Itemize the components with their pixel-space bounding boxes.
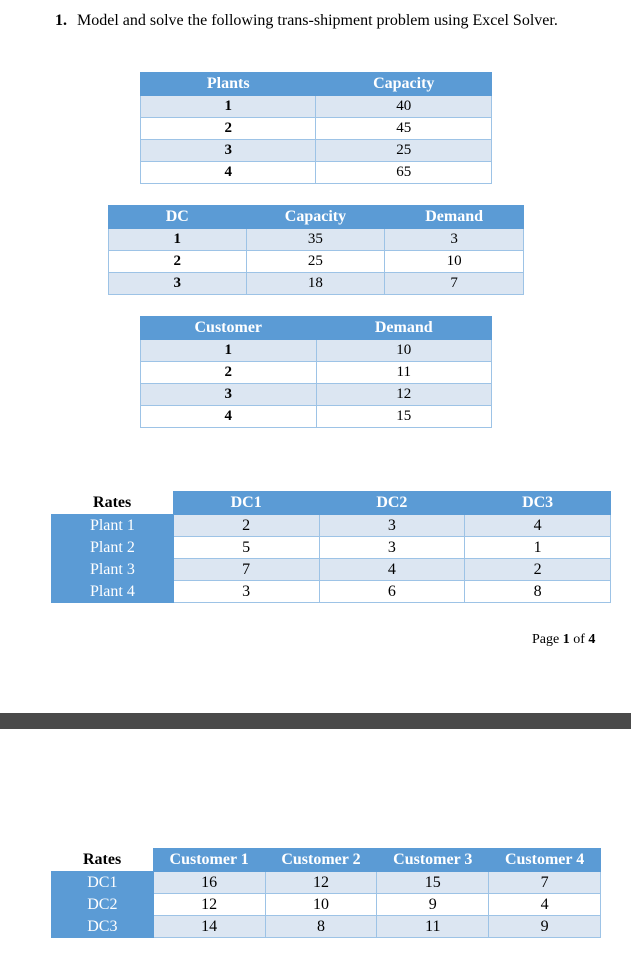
customer-id: 4 <box>141 406 317 428</box>
plant-capacity: 40 <box>316 96 492 118</box>
rate-cell: 9 <box>489 916 601 938</box>
table-row <box>52 872 601 894</box>
dc-id: 2 <box>109 251 247 273</box>
dc-rates-header-row <box>52 849 601 872</box>
rate-cell: 16 <box>153 872 265 894</box>
dc-id: 3 <box>109 273 247 295</box>
customer-id: 1 <box>141 340 317 362</box>
page-break <box>0 713 631 729</box>
rate-cell: 8 <box>465 581 611 603</box>
rate-cell: 5 <box>173 537 319 559</box>
dc-id: 1 <box>109 229 247 251</box>
table-row <box>52 559 611 581</box>
table-row <box>52 894 601 916</box>
customer-header: Customer <box>141 317 317 340</box>
customer-table <box>140 316 492 428</box>
table-row <box>109 251 524 273</box>
table-row <box>141 118 492 140</box>
plants-header: Plants <box>141 73 316 96</box>
table-row <box>52 916 601 938</box>
plant-rates-corner: Rates <box>52 492 174 515</box>
rate-cell: 11 <box>377 916 489 938</box>
page-total: 4 <box>588 632 596 647</box>
table-row <box>52 581 611 603</box>
page-current: 1 <box>562 632 570 647</box>
table-row <box>141 140 492 162</box>
plant-rates-header-row <box>52 492 611 515</box>
rate-cell: 9 <box>377 894 489 916</box>
table-row <box>141 406 492 428</box>
rate-cell: 2 <box>173 515 319 537</box>
plant-capacity: 45 <box>316 118 492 140</box>
dc-rates-table <box>51 848 601 938</box>
customer-demand: 11 <box>316 362 491 384</box>
dc-capacity: 35 <box>246 229 385 251</box>
rates-col-customer2: Customer 2 <box>265 849 377 872</box>
rate-cell: 4 <box>489 894 601 916</box>
question-number: 1. <box>55 12 67 29</box>
rate-cell: 4 <box>319 559 465 581</box>
plants-capacity-header: Capacity <box>316 73 492 96</box>
row-label: DC3 <box>52 916 154 938</box>
page-footer <box>532 632 595 648</box>
question-text: Model and solve the following trans-shipment problem using Excel Solver. <box>77 12 558 29</box>
plant-id: 2 <box>141 118 316 140</box>
row-label: Plant 2 <box>52 537 174 559</box>
customer-demand: 15 <box>316 406 491 428</box>
dc-rates-corner: Rates <box>52 849 154 872</box>
row-label: Plant 4 <box>52 581 174 603</box>
table-row <box>141 162 492 184</box>
rates-col-customer4: Customer 4 <box>489 849 601 872</box>
dc-demand: 3 <box>385 229 524 251</box>
plant-rates-table <box>51 491 611 603</box>
dc-capacity-header: Capacity <box>246 206 385 229</box>
plant-id: 4 <box>141 162 316 184</box>
table-row <box>141 362 492 384</box>
customer-id: 2 <box>141 362 317 384</box>
dc-header-row <box>109 206 524 229</box>
dc-table <box>108 205 524 295</box>
row-label: Plant 3 <box>52 559 174 581</box>
rate-cell: 7 <box>489 872 601 894</box>
rate-cell: 3 <box>319 537 465 559</box>
plant-capacity: 25 <box>316 140 492 162</box>
customer-id: 3 <box>141 384 317 406</box>
rates-col-dc1: DC1 <box>173 492 319 515</box>
dc-capacity: 18 <box>246 273 385 295</box>
rate-cell: 12 <box>265 872 377 894</box>
page-prefix: Page <box>532 632 563 647</box>
row-label: Plant 1 <box>52 515 174 537</box>
table-row <box>141 340 492 362</box>
rates-col-dc2: DC2 <box>319 492 465 515</box>
plant-id: 1 <box>141 96 316 118</box>
row-label: DC2 <box>52 894 154 916</box>
table-row <box>52 537 611 559</box>
dc-demand: 10 <box>385 251 524 273</box>
plants-table <box>140 72 492 184</box>
row-label: DC1 <box>52 872 154 894</box>
rate-cell: 12 <box>153 894 265 916</box>
rates-col-dc3: DC3 <box>465 492 611 515</box>
page-middle: of <box>569 632 589 647</box>
plants-header-row <box>141 73 492 96</box>
rate-cell: 7 <box>173 559 319 581</box>
table-row <box>141 96 492 118</box>
table-row <box>141 384 492 406</box>
rate-cell: 15 <box>377 872 489 894</box>
customer-demand-header: Demand <box>316 317 491 340</box>
table-row <box>109 229 524 251</box>
customer-header-row <box>141 317 492 340</box>
rates-col-customer1: Customer 1 <box>153 849 265 872</box>
dc-demand-header: Demand <box>385 206 524 229</box>
customer-demand: 10 <box>316 340 491 362</box>
rate-cell: 8 <box>265 916 377 938</box>
customer-demand: 12 <box>316 384 491 406</box>
rate-cell: 10 <box>265 894 377 916</box>
rate-cell: 6 <box>319 581 465 603</box>
plant-capacity: 65 <box>316 162 492 184</box>
rate-cell: 4 <box>465 515 611 537</box>
rates-col-customer3: Customer 3 <box>377 849 489 872</box>
rate-cell: 3 <box>173 581 319 603</box>
dc-header: DC <box>109 206 247 229</box>
table-row <box>109 273 524 295</box>
plant-id: 3 <box>141 140 316 162</box>
dc-demand: 7 <box>385 273 524 295</box>
dc-capacity: 25 <box>246 251 385 273</box>
rate-cell: 14 <box>153 916 265 938</box>
rate-cell: 2 <box>465 559 611 581</box>
rate-cell: 1 <box>465 537 611 559</box>
table-row <box>52 515 611 537</box>
rate-cell: 3 <box>319 515 465 537</box>
